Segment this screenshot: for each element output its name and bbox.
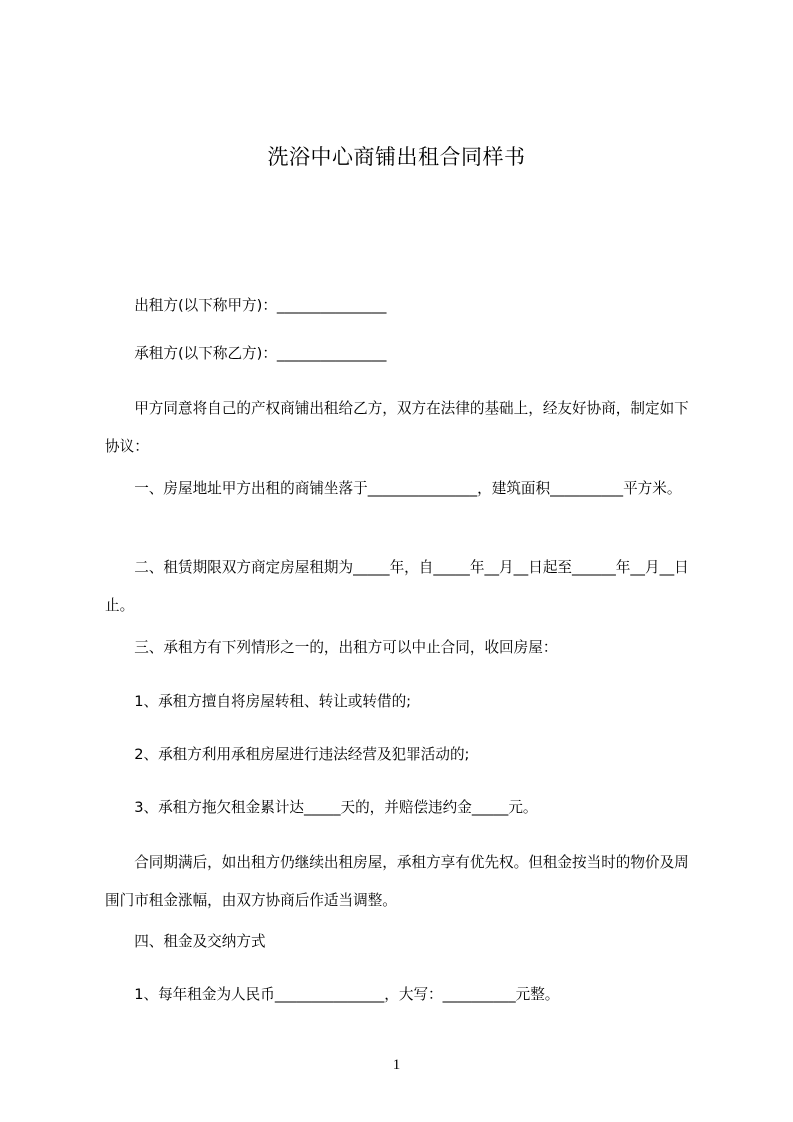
renewal-paragraph: 合同期满后，如出租方仍继续出租房屋，承租方享有优先权。但租金按当时的物价及周围门市租金涨幅，由双方协商后作适当调整。 [105, 854, 689, 909]
clause-4-item-1: 1、每年租金为人民币_______________，大写：__________元整。 [105, 986, 560, 1003]
clause-3-termination: 三、承租方有下列情形之一的，出租方可以中止合同，收回房屋： [105, 639, 558, 656]
clause-1-address: 一、房屋地址甲方出租的商铺坐落于_______________，建筑面积__________平方米。 [105, 480, 682, 497]
clause-4-heading: 四、租金及交纳方式 [105, 933, 266, 950]
page-number: 1 [392, 1057, 401, 1073]
lessor-line: 出租方(以下称甲方)：_______________ [105, 297, 387, 314]
clause-3-item-2: 2、承租方利用承租房屋进行违法经营及犯罪活动的; [105, 746, 470, 763]
clause-3-item-3: 3、承租方拖欠租金累计达_____天的，并赔偿违约金_____元。 [105, 799, 538, 816]
clause-3-item-1: 1、承租方擅自将房屋转租、转让或转借的; [105, 693, 412, 710]
clause-2-term: 二、租赁期限双方商定房屋租期为_____年，自_____年__月__日起至______年__月__日止。 [105, 559, 689, 614]
lessee-line: 承租方(以下称乙方)：_______________ [105, 345, 387, 362]
document-title: 洗浴中心商铺出租合同样书 [267, 145, 526, 169]
intro-paragraph: 甲方同意将自己的产权商铺出租给乙方，双方在法律的基础上，经友好协商，制定如下协议： [105, 400, 689, 455]
